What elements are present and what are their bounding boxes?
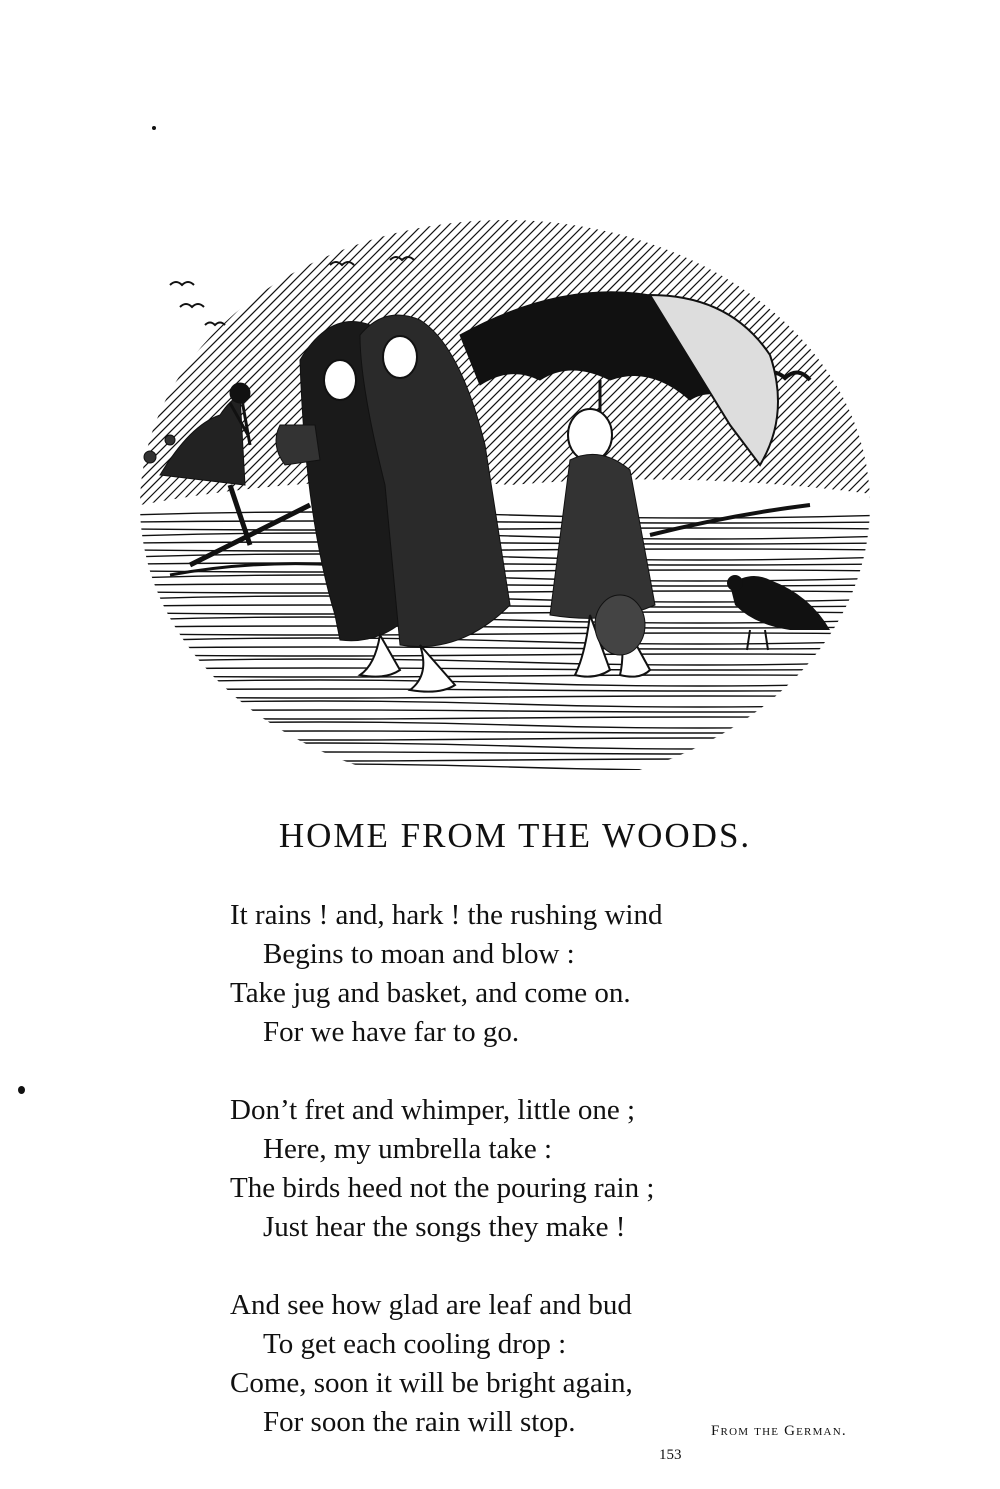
- poem-body: [230, 896, 850, 1481]
- ground-hatch: [130, 731, 890, 733]
- ground-hatch: [130, 759, 890, 761]
- stanza: [230, 1091, 850, 1247]
- poem-line: Just hear the songs they make !: [263, 1211, 626, 1243]
- poem-line: For we have far to go.: [263, 1016, 520, 1048]
- poem-line: [230, 896, 850, 935]
- poem-line-rest: rains ! and, hark ! the rushing wind: [247, 899, 663, 931]
- rain-stroke: [763, 185, 890, 505]
- rain-stroke: [889, 185, 890, 505]
- stanza: [230, 896, 850, 1052]
- ground-hatch: [130, 710, 890, 712]
- page-speck: [152, 126, 156, 130]
- poem-line: For soon the rain will stop.: [263, 1406, 576, 1438]
- rain-stroke: [790, 185, 890, 505]
- rain-stroke: [880, 185, 890, 505]
- rain-stroke: [871, 185, 890, 505]
- poem-line: Here, my umbrella take :: [263, 1133, 553, 1165]
- poem-line: Come, soon it will be bright again,: [230, 1367, 633, 1399]
- ground-hatch: [130, 717, 890, 719]
- poem-title: HOME FROM THE WOODS.: [278, 816, 752, 855]
- stanza: [230, 1286, 850, 1442]
- page-speck: [18, 1086, 25, 1094]
- woodcut-illustration: [130, 185, 890, 770]
- attribution: [711, 1423, 847, 1440]
- attribution-text: From the German.: [711, 1423, 847, 1439]
- rain-stroke: [817, 185, 890, 505]
- rain-stroke: [835, 185, 890, 505]
- poem-line: Begins to moan and blow :: [263, 938, 575, 970]
- poem-line: To get each cooling drop :: [263, 1328, 567, 1360]
- rain-stroke: [853, 185, 890, 505]
- page-number: 153: [659, 1447, 682, 1463]
- ground-hatch: [130, 738, 890, 740]
- poem-line: Don’t fret and whimper, little one ;: [230, 1094, 636, 1126]
- rain-stroke: [130, 185, 138, 505]
- ground-hatch: [130, 752, 890, 754]
- rain-stroke: [826, 185, 890, 505]
- poem-line: Take jug and basket, and come on.: [230, 977, 631, 1009]
- rain-stroke: [862, 185, 890, 505]
- drop-cap-word: It: [230, 899, 248, 931]
- rain-stroke: [799, 185, 890, 505]
- rain-stroke: [844, 185, 890, 505]
- rain-stroke: [772, 185, 890, 505]
- poem-line: The birds heed not the pouring rain ;: [230, 1172, 655, 1204]
- poem-line: And see how glad are leaf and bud: [230, 1289, 632, 1321]
